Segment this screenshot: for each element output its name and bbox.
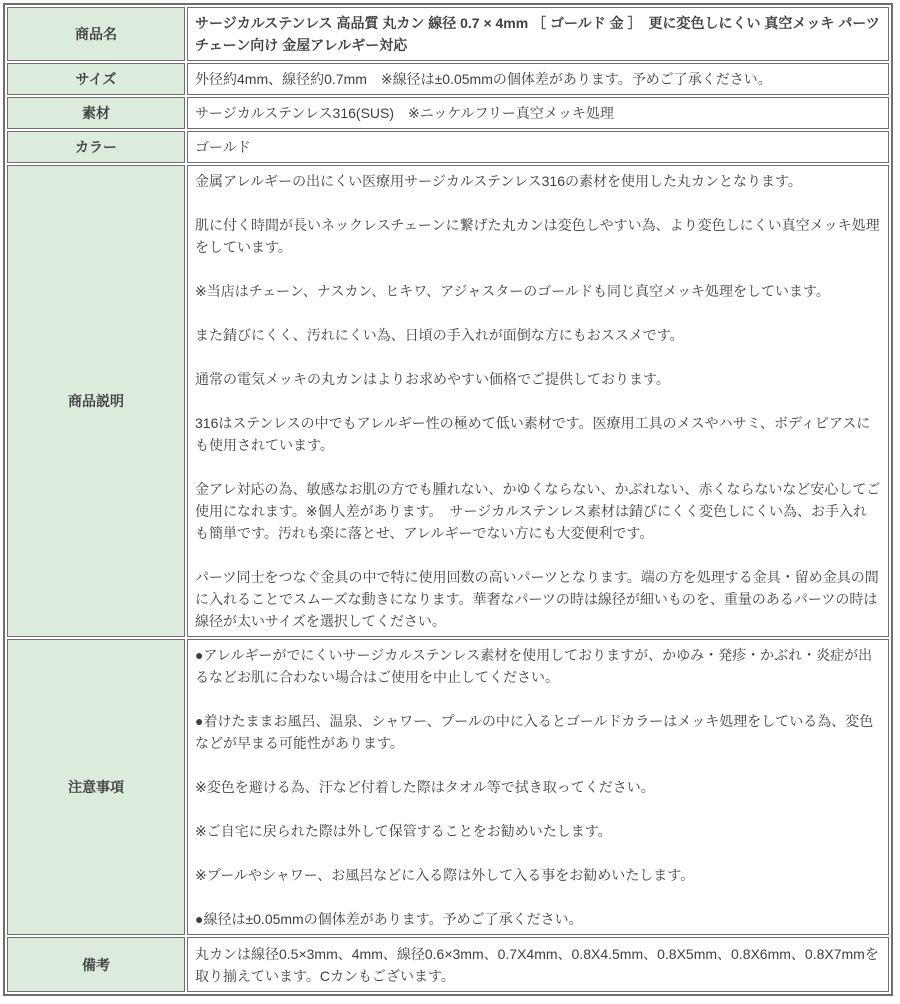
- caution-paragraph: ※プールやシャワー、お風呂などに入る際は外して入る事をお勧めいたします。: [195, 867, 695, 883]
- description-paragraph: また錆びにくく、汚れにくい為、日頃の手入れが面倒な方にもおススメです。: [195, 327, 684, 343]
- spec-row-size: [7, 63, 889, 95]
- caution-paragraph: ※変色を避ける為、汗など付着した際はタオル等で拭き取ってください。: [195, 779, 655, 795]
- description-paragraph: 金属アレルギーの出にくい医療用サージカルステンレス316の素材を使用した丸カンとなります。: [195, 173, 802, 189]
- row-label-remarks: 備考: [7, 937, 185, 992]
- row-value-remarks: 丸カンは線径0.5×3mm、4mm、線径0.6×3mm、0.7X4mm、0.8X4.5mm、0.8X5mm、0.8X6mm、0.8X7mmを取り揃えています。Cカンもございます。: [187, 937, 889, 992]
- row-value-product-name: サージカルステンレス 高品質 丸カン 線径 0.7 × 4mm ［ ゴールド 金 ］ 更に変色しにくい 真空メッキ パーツ チェーン向け 金屋アレルギー対応: [187, 7, 889, 61]
- spec-row-product-name: [7, 7, 889, 61]
- row-label-size: サイズ: [7, 63, 185, 95]
- spec-row-color: [7, 131, 889, 163]
- description-paragraph: 肌に付く時間が長いネックレスチェーンに繋げた丸カンは変色しやすい為、より変色しにくい真空メッキ処理をしています。: [195, 217, 880, 255]
- row-value-cautions: [187, 639, 889, 935]
- row-label-cautions: 注意事項: [7, 639, 185, 935]
- description-paragraph: 金アレ対応の為、敏感なお肌の方でも腫れない、かゆくならない、かぶれない、赤くならないなど安心してご使用になれます。※個人差があります。 サージカルステンレス素材は錆びにくく変色しにくい為、お手入れも簡単です。汚れも楽に落とせ、アレルギーでない方にも大変便利です。: [195, 481, 881, 541]
- description-paragraph: パーツ同士をつなぐ金具の中で特に使用回数の高いパーツとなります。端の方を処理する金具・留め金具の間に入れることでスムーズな動きになります。華奢なパーツの時は線径が細いものを、重量のあるパーツの時は線径が太いサイズを選択してください。: [195, 569, 879, 629]
- row-value-color: ゴールド: [187, 131, 889, 163]
- spec-row-remarks: [7, 937, 889, 992]
- spec-row-material: [7, 97, 889, 129]
- caution-paragraph: ※ご自宅に戻られた際は外して保管することをお勧めいたします。: [195, 823, 612, 839]
- row-value-description: [187, 165, 889, 637]
- spec-row-cautions: [7, 639, 889, 935]
- description-paragraph: 通常の電気メッキの丸カンはよりお求めやすい価格でご提供しております。: [195, 371, 670, 387]
- spec-row-description: [7, 165, 889, 637]
- caution-paragraph: ●線径は±0.05mmの個体差があります。予めご了承ください。: [195, 911, 583, 927]
- row-label-product-name: 商品名: [7, 7, 185, 61]
- row-value-size: 外径約4mm、線径約0.7mm ※線径は±0.05mmの個体差があります。予めご了承ください。: [187, 63, 889, 95]
- caution-paragraph: ●着けたままお風呂、温泉、シャワー、プールの中に入るとゴールドカラーはメッキ処理をしている為、変色などが早まる可能性があります。: [195, 713, 874, 751]
- row-label-description: 商品説明: [7, 165, 185, 637]
- row-label-color: カラー: [7, 131, 185, 163]
- row-label-material: 素材: [7, 97, 185, 129]
- row-value-material: サージカルステンレス316(SUS) ※ニッケルフリー真空メッキ処理: [187, 97, 889, 129]
- caution-paragraph: ●アレルギーがでにくいサージカルステンレス素材を使用しておりますが、かゆみ・発疹・かぶれ・炎症が出るなどお肌に合わない場合はご使用を中止してください。: [195, 647, 873, 685]
- description-paragraph: ※当店はチェーン、ナスカン、ヒキワ、アジャスターのゴールドも同じ真空メッキ処理をしています。: [195, 283, 830, 299]
- description-paragraph: 316はステンレスの中でもアレルギー性の極めて低い素材です。医療用工具のメスやハサミ、ボディピアスにも使用されています。: [195, 415, 871, 453]
- product-spec-table: [3, 3, 893, 996]
